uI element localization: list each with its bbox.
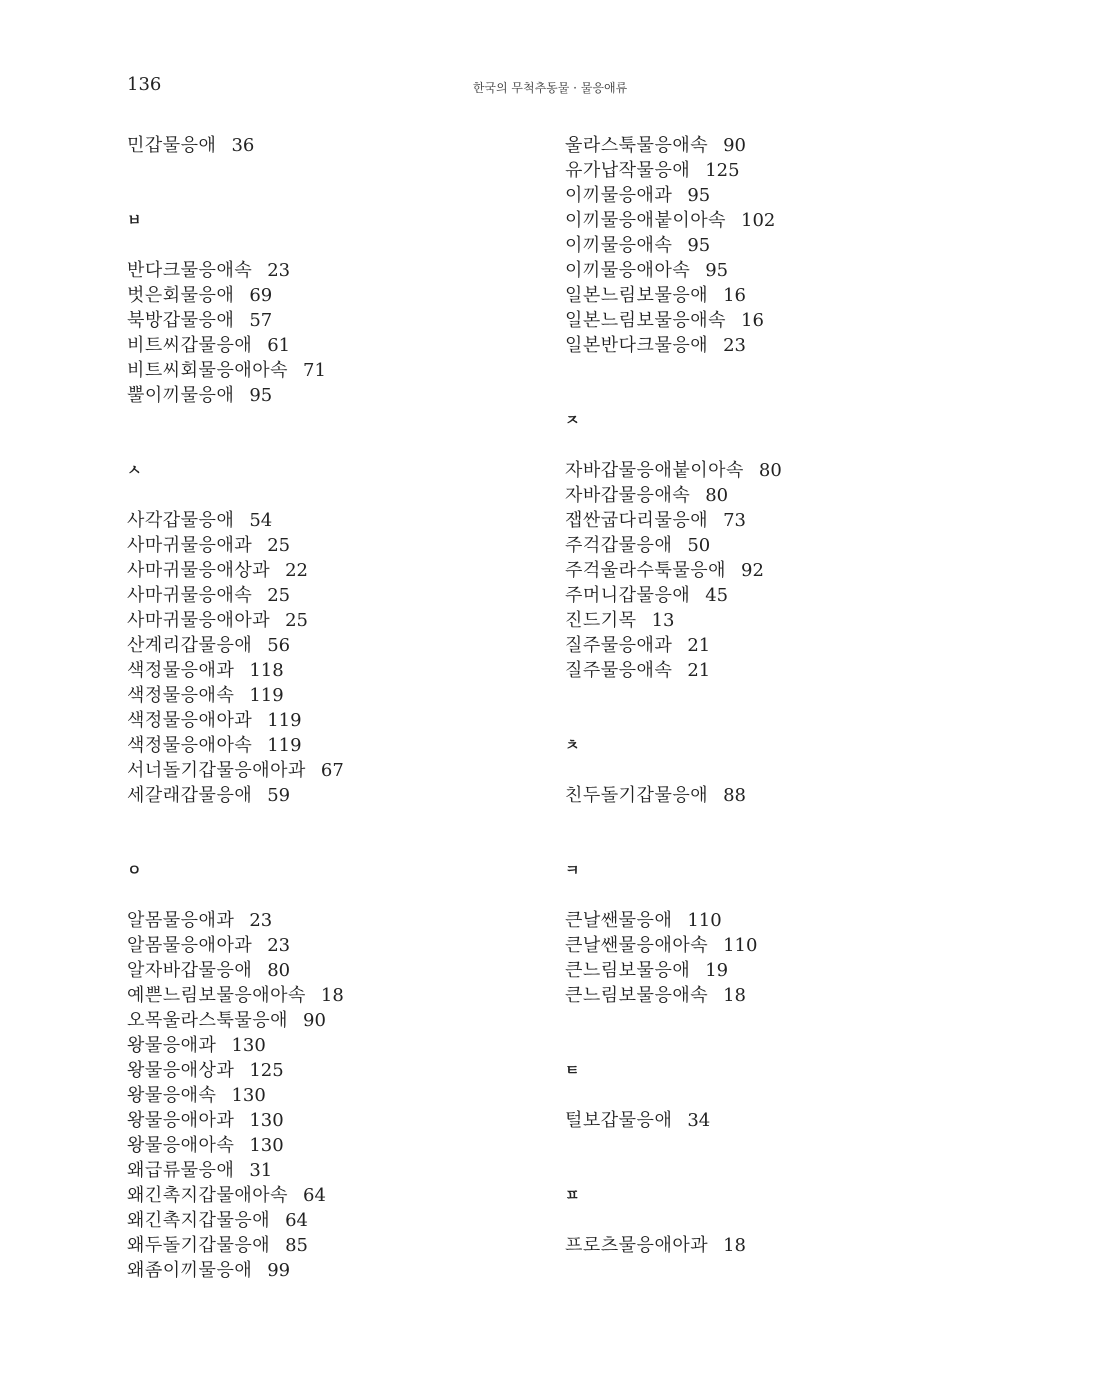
- index-entry: 사마귀물응애아과 25: [127, 610, 309, 631]
- index-entry: 북방갑물응애 57: [127, 310, 273, 331]
- index-entry: 프로츠물응애아과 18: [565, 1235, 747, 1256]
- index-entry: 큰느림보물응애 19: [565, 960, 729, 981]
- index-entry: 색정물응애아과 119: [127, 710, 302, 731]
- index-entry: 왜긴촉지갑물애아속 64: [127, 1185, 326, 1206]
- index-entry: 왕물응애아과 130: [127, 1110, 284, 1131]
- index-entry: 큰날쌘물응애 110: [565, 910, 722, 931]
- index-entry: 알몸물응애아과 23: [127, 935, 291, 956]
- index-entry: 왜좀이끼물응애 99: [127, 1260, 291, 1281]
- index-entry: 일본느림보물응애속 16: [565, 310, 764, 331]
- index-entry: 질주물응애속 21: [565, 660, 711, 681]
- page-number: 136: [127, 74, 162, 95]
- index-entry: 반다크물응애속 23: [127, 260, 291, 281]
- index-entry: 잽싼굽다리물응애 73: [565, 510, 747, 531]
- index-entry: 털보갑물응애 34: [565, 1110, 711, 1131]
- section-heading: ㅍ: [565, 1186, 580, 1204]
- index-entry: 왜긴촉지갑물응애 64: [127, 1210, 309, 1231]
- index-entry: 사마귀물응애과 25: [127, 535, 291, 556]
- index-entry: 뿔이끼물응애 95: [127, 385, 273, 406]
- index-entry: 색정물응애과 118: [127, 660, 284, 681]
- index-entry: 오목울라스툭물응애 90: [127, 1010, 326, 1031]
- index-entry: 울라스툭물응애속 90: [565, 135, 747, 156]
- index-entry: 왕물응애아속 130: [127, 1135, 284, 1156]
- section-heading: ㅊ: [565, 736, 580, 754]
- section-heading: ㅈ: [565, 411, 580, 429]
- running-title: 한국의 무척추동물 · 물응애류: [472, 81, 628, 95]
- index-entry: 주머니갑물응애 45: [565, 585, 729, 606]
- index-entry: 사각갑물응애 54: [127, 510, 273, 531]
- index-entry: 친두돌기갑물응애 88: [565, 785, 747, 806]
- index-entry: 알자바갑물응애 80: [127, 960, 291, 981]
- index-entry: 큰느림보물응애속 18: [565, 985, 747, 1006]
- section-heading: ㅅ: [127, 461, 142, 479]
- section-heading: ㅇ: [127, 861, 142, 879]
- section-heading: ㅋ: [565, 861, 580, 879]
- index-entry: 유가납작물응애 125: [565, 160, 740, 181]
- index-entry: 질주물응애과 21: [565, 635, 711, 656]
- index-entry: 서너돌기갑물응애아과 67: [127, 760, 344, 781]
- index-entry: 왕물응애속 130: [127, 1085, 266, 1106]
- index-entry: 주걱울라수툭물응애 92: [565, 560, 764, 581]
- index-entry: 알몸물응애과 23: [127, 910, 273, 931]
- index-entry: 이끼물응애과 95: [565, 185, 711, 206]
- index-entry: 세갈래갑물응애 59: [127, 785, 291, 806]
- index-entry: 자바갑물응애속 80: [565, 485, 729, 506]
- section-heading: ㅌ: [565, 1061, 580, 1079]
- index-entry: 왜급류물응애 31: [127, 1160, 273, 1181]
- index-entry: 일본느림보물응애 16: [565, 285, 747, 306]
- index-entry: 이끼물응애아속 95: [565, 260, 729, 281]
- index-column-right: [565, 133, 985, 1258]
- index-entry: 왜두돌기갑물응애 85: [127, 1235, 309, 1256]
- index-entry: 사마귀물응애속 25: [127, 585, 291, 606]
- index-entry: 색정물응애속 119: [127, 685, 284, 706]
- index-entry: 사마귀물응애상과 22: [127, 560, 309, 581]
- index-column-left: [127, 133, 547, 1283]
- index-entry: 이끼물응애붙이아속 102: [565, 210, 776, 231]
- index-entry: 큰날쌘물응애아속 110: [565, 935, 758, 956]
- index-entry: 비트씨갑물응애 61: [127, 335, 291, 356]
- index-entry: 예쁜느림보물응애아속 18: [127, 985, 344, 1006]
- index-entry: 벗은회물응애 69: [127, 285, 273, 306]
- index-entry: 진드기목 13: [565, 610, 675, 631]
- index-entry: 주걱갑물응애 50: [565, 535, 711, 556]
- index-entry: 이끼물응애속 95: [565, 235, 711, 256]
- index-entry: 색정물응애아속 119: [127, 735, 302, 756]
- section-heading: ㅂ: [127, 211, 142, 229]
- index-entry: 비트씨회물응애아속 71: [127, 360, 326, 381]
- index-entry: 산계리갑물응애 56: [127, 635, 291, 656]
- index-entry: 민갑물응애 36: [127, 135, 255, 156]
- index-entry: 왕물응애과 130: [127, 1035, 266, 1056]
- index-entry: 일본반다크물응애 23: [565, 335, 747, 356]
- index-entry: 왕물응애상과 125: [127, 1060, 284, 1081]
- index-entry: 자바갑물응애붙이아속 80: [565, 460, 782, 481]
